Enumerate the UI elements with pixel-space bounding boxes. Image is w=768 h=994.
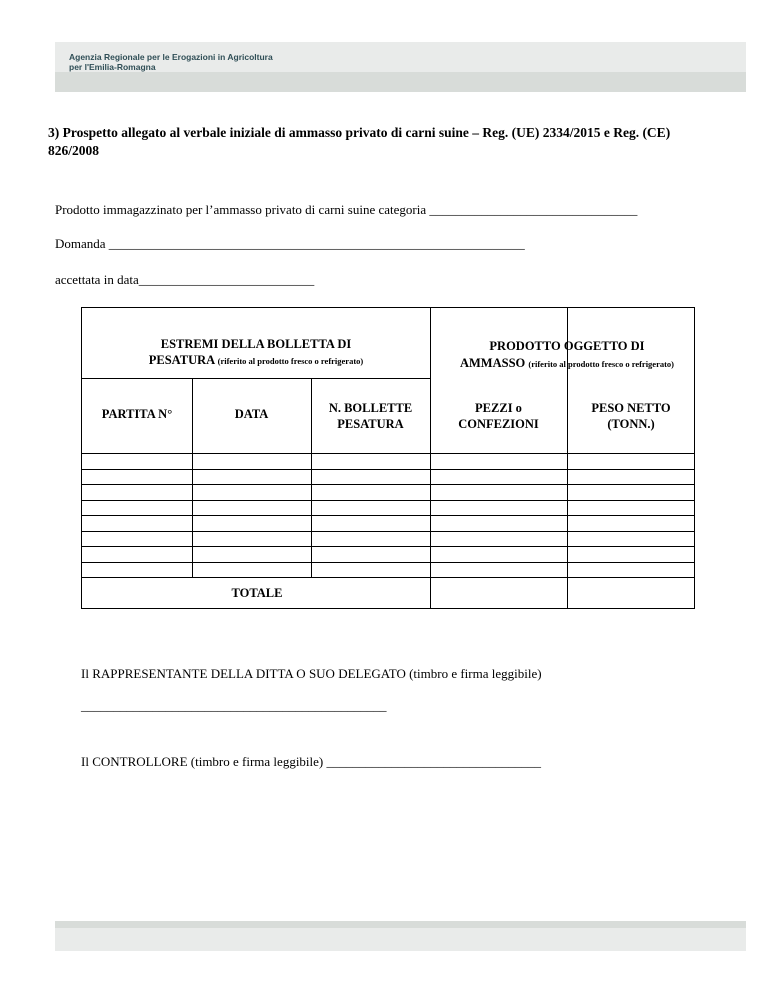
footer-band: [55, 921, 746, 951]
rappresentante-label: Il RAPPRESENTANTE DELLA DITTA O SUO DELEGATO (timbro e firma leggibile): [81, 666, 542, 681]
row-line: [82, 453, 694, 454]
group2-header: [447, 338, 687, 370]
row-line: [82, 484, 694, 485]
group1-note: (riferito al prodotto fresco o refrigerato): [217, 356, 364, 366]
prospetto-table: [81, 307, 695, 609]
accettata-field: accettata in data___________________________: [55, 272, 315, 287]
controllore-label: Il CONTROLLORE (timbro e firma leggibile) _________________________________: [81, 754, 542, 769]
prodotto-field: Prodotto immagazzinato per l’ammasso privato di carni suine categoria ________________________________: [55, 202, 638, 217]
row-line: [82, 515, 694, 516]
row-line: [82, 469, 694, 470]
document-title: 3) Prospetto allegato al verbale iniziale di ammasso privato di carni suine – Reg. (UE) 2334/2015 e Reg. (CE) 826/2008: [48, 125, 671, 158]
rappresentante-signature-line: _______________________________________________: [81, 698, 387, 713]
row-line: [82, 500, 694, 501]
group2-note: (riferito al prodotto fresco o refrigerato): [528, 359, 675, 369]
col-bollette: N. BOLLETTE PESATURA: [328, 401, 413, 431]
agency-name-line1: Agenzia Regionale per le Erogazioni in Agricoltura: [69, 52, 273, 62]
group1-header: [82, 336, 430, 369]
group1-title: ESTREMI DELLA BOLLETTA DI: [160, 337, 352, 351]
group1-line2: PESATURA: [148, 353, 215, 367]
group2-line2: AMMASSO: [459, 356, 526, 370]
row-line: [82, 562, 694, 563]
agency-name: [69, 52, 273, 72]
col-partita: PARTITA N°: [101, 407, 173, 421]
row-line: [82, 531, 694, 532]
col-pezzi: PEZZI o CONFEZIONI: [458, 401, 539, 431]
col-peso: PESO NETTO (TONN.): [591, 401, 671, 431]
row-line: [82, 546, 694, 547]
col-data: DATA: [234, 407, 269, 421]
group-divider: [430, 308, 431, 608]
group2-title: PRODOTTO OGGETTO DI: [489, 339, 645, 353]
group1-header-line: [82, 378, 430, 379]
row-line: [82, 577, 694, 578]
header-band: [55, 42, 746, 92]
footer-strip: [55, 921, 746, 928]
agency-name-line2: per l'Emilia-Romagna: [69, 62, 156, 72]
domanda-field: Domanda ________________________________________________________________: [55, 236, 525, 251]
totale-label: TOTALE: [231, 586, 283, 600]
header-strip: [55, 72, 746, 92]
